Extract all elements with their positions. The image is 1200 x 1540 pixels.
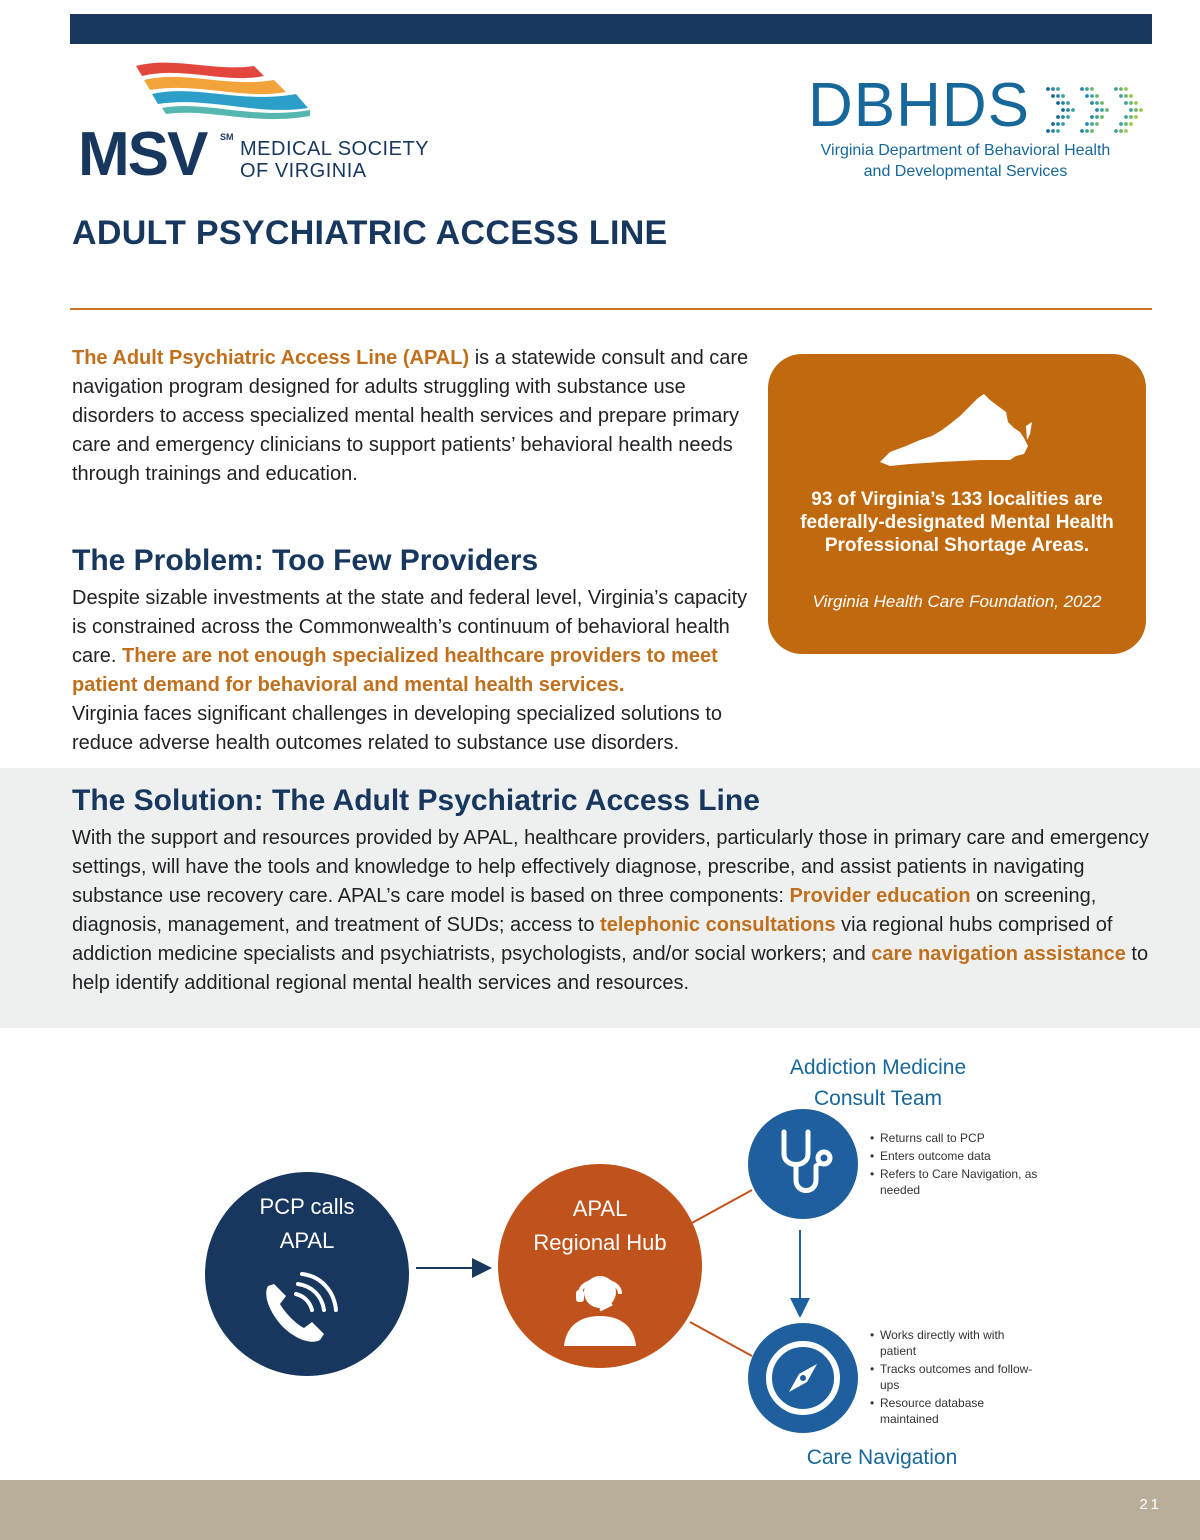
solution-highlight-provider-education: Provider education [789,885,971,907]
title-divider [70,308,1152,310]
dbhds-dot [1124,129,1128,133]
dbhds-dot [1139,108,1143,112]
dbhds-dot [1129,94,1133,98]
dbhds-dot [1090,87,1094,91]
dbhds-dot [1100,115,1104,119]
solution-text-3: via regional hubs comprised of addiction medicine specialists and psychiatrists, psychologists, and/or social workers; and [72,914,1113,965]
footer-bar [0,1480,1200,1540]
dbhds-dot [1124,101,1128,105]
intro-text: is a statewide consult and care navigation program designed for adults struggling with substance use disorders to access specialized mental health services and prepare primary care and emergency clinicians to support patients’ behavioral health needs through trainings and education. [72,347,749,485]
dbhds-dot [1066,108,1070,112]
problem-heading: The Problem: Too Few Providers [72,544,539,577]
dbhds-subtitle-line1: Virginia Department of Behavioral Health [820,142,1111,159]
problem-text-line-a: Virginia faces significant challenges in developing specialized solutions to [72,703,723,725]
dbhds-dot [1051,129,1055,133]
msv-service-mark: SM [220,132,234,142]
dbhds-dot [1095,108,1099,112]
dbhds-subtitle-line2: and Developmental Services [863,163,1068,180]
solution-highlight-care-navigation: care navigation assistance [871,943,1126,965]
dbhds-dot [1090,115,1094,119]
consult-bullets [870,1130,1050,1200]
shortage-statistic: 93 of Virginia’s 133 localities are federally-designated Mental Health Professional Shortage Areas. [800,489,1114,556]
dbhds-dot [1056,122,1060,126]
solution-paragraph [72,824,1172,998]
dbhds-dot [1090,122,1094,126]
dbhds-dot [1061,94,1065,98]
dbhds-dot [1090,129,1094,133]
page-title: ADULT PSYCHIATRIC ACCESS LINE [72,214,668,252]
list-item: • Works directly with with patient [870,1327,1040,1359]
dbhds-dot [1066,115,1070,119]
virginia-map-icon [880,394,1034,468]
dbhds-dot [1100,108,1104,112]
dbhds-dot [1085,129,1089,133]
solution-text-1: With the support and resources provided by APAL, healthcare providers, particularly those in primary care and emergency settings, will have the tools and knowledge to help effectively diagnose, prescribe, and assist patients in navigating substance use recovery care. APAL’s care model is based on three components: [72,827,1149,907]
pcp-label-line1: PCP calls [259,1194,355,1219]
shortage-source: Virginia Health Care Foundation, 2022 [812,592,1102,611]
hub-label-line1: APAL [572,1196,628,1221]
msv-letters: MSV [78,120,207,189]
dbhds-dot [1119,122,1123,126]
care-navigation-label: Care Navigation [806,1446,958,1469]
dbhds-dot [1061,108,1065,112]
dbhds-dot [1051,87,1055,91]
dbhds-dot [1061,122,1065,126]
dbhds-dot [1046,129,1050,133]
page-number: 21 [1139,1496,1162,1513]
dbhds-dot [1105,108,1109,112]
solution-heading: The Solution: The Adult Psychiatric Access Line [72,784,760,817]
dbhds-dot [1134,108,1138,112]
pcp-label-line2: APAL [279,1228,335,1253]
dbhds-dot [1124,122,1128,126]
dbhds-dot [1095,94,1099,98]
dbhds-dot [1046,87,1050,91]
dbhds-dot [1090,94,1094,98]
msv-name [240,138,429,182]
dbhds-dot [1095,101,1099,105]
dbhds-dot [1124,115,1128,119]
dbhds-dot [1051,94,1055,98]
msv-flag-icon [134,58,334,128]
msv-name-line2: OF VIRGINIA [240,160,367,182]
dbhds-dot [1119,94,1123,98]
pcp-label [205,1190,409,1258]
dbhds-dot [1085,94,1089,98]
dbhds-letters: DBHDS [808,71,1031,140]
navigation-bullets [870,1327,1040,1429]
list-item: • Tracks outcomes and follow-ups [870,1361,1040,1393]
dbhds-dot [1051,122,1055,126]
problem-paragraph [72,584,752,700]
dbhds-dot [1095,115,1099,119]
intro-highlight: The Adult Psychiatric Access Line (APAL) [72,347,470,369]
solution-text-4: to help identify additional regional mental health services and resources. [72,943,1149,994]
dbhds-dot [1080,87,1084,91]
list-item: • Enters outcome data [870,1148,1050,1164]
care-model-diagram [0,1040,1200,1480]
dbhds-dot [1119,129,1123,133]
solution-highlight-telephonic-consultations: telephonic consultations [600,914,836,936]
top-banner-bar [70,14,1152,44]
dbhds-dot [1056,115,1060,119]
msv-logo [78,58,438,193]
dbhds-dot [1114,87,1118,91]
dbhds-dot [1095,122,1099,126]
dbhds-dot [1066,101,1070,105]
dbhds-dot [1061,115,1065,119]
dbhds-dot [1114,129,1118,133]
shortage-callout-box [768,354,1146,654]
consult-team-line2: Consult Team [813,1087,942,1110]
dbhds-dot [1090,101,1094,105]
intro-paragraph [72,344,752,489]
dbhds-dot [1056,129,1060,133]
problem-paragraph-continued [72,700,1172,758]
dbhds-dot [1085,87,1089,91]
dbhds-dot [1129,115,1133,119]
hub-label [498,1192,702,1260]
msv-name-line1: MEDICAL SOCIETY [240,138,430,160]
dbhds-chevron-dots-icon [1040,84,1150,134]
problem-text-line-b: reduce adverse health outcomes related to substance use disorders. [72,732,680,754]
dbhds-dot [1124,87,1128,91]
dbhds-dot [1071,108,1075,112]
dbhds-dot [1129,101,1133,105]
list-item: • Refers to Care Navigation, as needed [870,1166,1050,1198]
problem-highlight: There are not enough specialized healthcare providers to meet patient demand for behavioral and mental health services. [72,645,718,696]
dbhds-dot [1061,101,1065,105]
dbhds-dot [1056,94,1060,98]
dbhds-dot [1119,87,1123,91]
dbhds-dot [1124,94,1128,98]
list-item: • Resource database maintained [870,1395,1040,1427]
dbhds-dot [1056,101,1060,105]
consult-team-line1: Addiction Medicine [789,1056,967,1079]
dbhds-subtitle [808,140,1123,182]
list-item: • Returns call to PCP [870,1130,1050,1146]
dbhds-dot [1056,87,1060,91]
dbhds-logo [808,71,1153,189]
dbhds-dot [1129,122,1133,126]
solution-text-2: on screening, diagnosis, management, and treatment of SUDs; access to [72,885,1097,936]
dbhds-dot [1080,129,1084,133]
hub-to-navigation-connector [690,1322,752,1356]
dbhds-dot [1100,101,1104,105]
dbhds-dot [1134,101,1138,105]
dbhds-dot [1085,122,1089,126]
consult-team-label [740,1052,1016,1114]
dbhds-dot [1129,108,1133,112]
dbhds-dot [1134,115,1138,119]
hub-label-line2: Regional Hub [533,1230,667,1255]
problem-text: Despite sizable investments at the state and federal level, Virginia’s capacity is constrained across the Commonwealth’s continuum of behavioral health care. [72,587,748,667]
